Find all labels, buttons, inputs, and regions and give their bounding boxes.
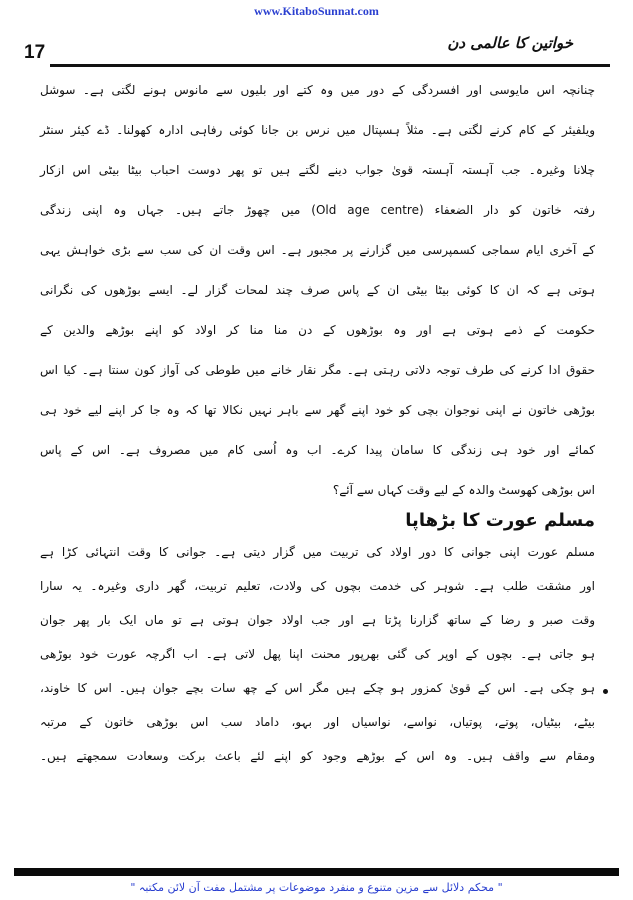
text-line: حکومت کے ذمے ہوتی ہے اور وہ بوڑھوں کے دن منا منا کر اولاد کو اپنے بوڑھے والدین کے [40,323,595,337]
text-line: ہو چکی ہے۔ اس کے قویٰ کمزور ہو چکے ہیں مگر اس کے چھ سات بچے جوان ہیں۔ اس کا خاوند، [40,681,595,695]
section-heading: مسلم عورت کا بڑھاپا [405,510,595,531]
paragraph-1 [40,80,595,500]
text-line: ومقام سے واقف ہیں۔ وہ اس کے بوڑھے وجود کو اپنے لئے باعث برکت وسعادت سمجھتے ہیں۔ [40,749,595,763]
site-url[interactable]: www.KitaboSunnat.com [254,4,379,18]
running-title: خواتین کا عالمی دن [447,34,573,52]
text-line: اس بوڑھی کھوسٹ والدہ کے لیے وقت کہاں سے آئے؟ [332,483,595,497]
paragraph-2 [40,542,595,766]
footer-rule [14,868,619,876]
page-number: 17 [24,42,46,63]
header-rule [50,64,610,67]
text-line: کمائے اور خود ہی زندگی کا سامان پیدا کرے۔ اب وہ اُسی کام میں مصروف ہے۔ اس کے پاس [40,443,595,457]
text-line: اور مشقت طلب ہے۔ شوہر کی خدمت بچوں کی ولادت، تعلیم تربیت، گھر داری وغیرہ۔ یہ سارا [40,579,595,593]
text-line: حقوق ادا کرنے کی طرف توجہ دلاتی رہتی ہے۔ مگر نقار خانے میں طوطی کی آواز کون سنتا ہے۔ کیا اس [40,363,595,377]
text-line: چنانچہ اس مایوسی اور افسردگی کے دور میں وہ کتے اور بلیوں سے مانوس ہونے لگتی ہے۔ سوشل [40,83,595,97]
text-line: ویلفیئر کے کام کرنے لگتی ہے۔ مثلاً ہسپتال میں نرس بن جانا کوئی رفاہی ادارہ کھولنا۔ ڈے کیئر سنٹر [40,123,595,137]
margin-dot [603,689,608,694]
text-line: وقت صبر و رضا کے ساتھ گزارنا پڑتا ہے اور جب اولاد جوان ہوتی ہے تو ماں ایک بار پھر جوان [40,613,595,627]
text-line: چلانا وغیرہ۔ جب آہستہ آہستہ قویٰ جواب دینے لگتے ہیں تو پھر دوست احباب بیٹا بیٹی اس ازکار [40,163,595,177]
text-line: بوڑھی خاتون نے اپنی نوجوان بچی کو خود اپنے گھر سے باہر نہیں نکالا تھا کہ وہ جا کر اپنے لیے خود ہی [40,403,595,417]
text-line: کے آخری ایام سماجی کسمپرسی میں گزارنے پر مجبور ہے۔ اس وقت ان کی سب سے بڑی خواہش یہی [40,243,595,257]
text-line: مسلم عورت اپنی جوانی کا دور اولاد کی تربیت میں گزار دیتی ہے۔ جوانی کا وقت انتہائی کڑا ہے [40,545,595,559]
text-line: ہو جاتی ہے۔ بچوں کے اوپر کی گئی بھرپور محنت اپنا پھل لاتی ہے۔ اب اگرچہ عورت خود بوڑھی [40,647,595,661]
text-line: رفتہ خاتون کو دار الضعفاء (Old age centre) میں چھوڑ جاتے ہیں۔ جہاں وہ اپنی زندگی [40,203,595,217]
footer-tagline: " محکم دلائل سے مزین متنوع و منفرد موضوعات پر مشتمل مفت آن لائن مکتبہ " [130,881,503,894]
body-text [40,80,595,780]
text-line: ہوتی ہے کہ ان کا کوئی بیٹا بیٹی ان کے پاس صرف چند لمحات گزار لے۔ ایسے بوڑھوں کی نگرانی [40,283,595,297]
text-line: بیٹے، بیٹیاں، پوتے، پوتیاں، نواسے، نواسیاں اور بہو، داماد سب اس بوڑھی خاتون کے مرتبہ [40,715,595,729]
